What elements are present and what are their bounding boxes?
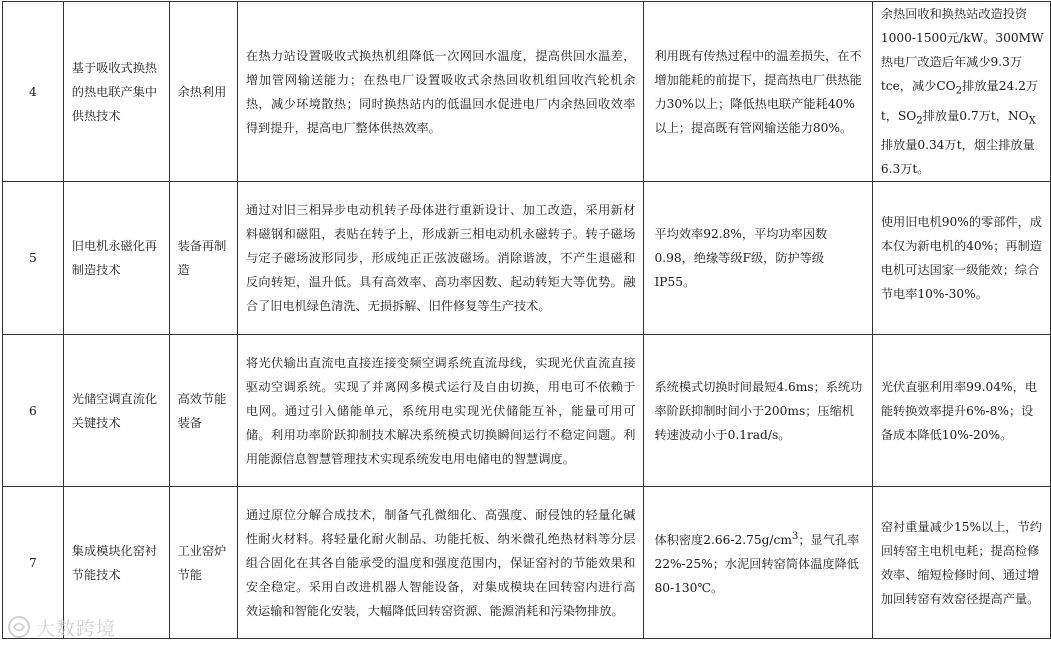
technology-table bbox=[2, 1, 1051, 639]
table-row bbox=[3, 335, 1051, 487]
technology-name: 光储空调直流化关键技术 bbox=[63, 335, 169, 487]
category: 高效节能装备 bbox=[169, 335, 237, 487]
benefits: 光伏直驱利用率99.04%，电能转换效率提升6%-8%；设备成本降低10%-20%。 bbox=[872, 335, 1050, 487]
description: 通过对旧三相异步电动机转子母体进行重新设计、加工改造，采用新材料磁钢和磁阻，表贴在转子上，形成新三相电动机永磁转子。转子磁场与定子磁场波形同步，形成纯正正弦波磁场。消除谐波，不产生退磁和反向转矩，温升低。具有高效率、高功率因数、起动转矩大等优势。融合了旧电机绿色清洗、无损拆解、旧件修复等生产技术。 bbox=[237, 182, 644, 335]
description: 通过原位分解合成技术，制备气孔微细化、高强度、耐侵蚀的轻量化碱性耐火材料。将轻量化耐火制品、功能托板、纳米微孔绝热材料等分层组合固化在其各自能承受的温度和强度范围内，保证窑衬的节能效果和安全稳定。采用自改进机器人智能设备，对集成模块在回转窑内进行高效运输和智能化安装，大幅降低回转窑资源、能源消耗和污染物排放。 bbox=[237, 487, 644, 639]
technology-name: 旧电机永磁化再制造技术 bbox=[63, 182, 169, 335]
row-number: 4 bbox=[3, 2, 64, 182]
category: 余热利用 bbox=[169, 2, 237, 182]
description: 在热力站设置吸收式换热机组降低一次网回水温度，提高供回水温差，增加管网输送能力；在热电厂设置吸收式余热回收机组回收汽轮机余热，减少环境散热；同时换热站内的低温回水促进电厂内余热回收效率得到提升，提高电厂整体供热效率。 bbox=[237, 2, 644, 182]
table-row bbox=[3, 2, 1051, 182]
row-number: 5 bbox=[3, 182, 64, 335]
category: 装备再制造 bbox=[169, 182, 237, 335]
row-number: 7 bbox=[3, 487, 64, 639]
technical-indicators: 体积密度$2.66-2.75g/cm^3$；显气孔率22%-25%；水泥回转窑筒体温度降低80-130℃。 bbox=[644, 487, 872, 639]
description: 将光伏输出直流电直接连接变频空调系统直流母线，实现光伏直流直接驱动空调系统。实现了并离网多模式运行及自由切换，用电可不依赖于电网。通过引入储能单元，系统用电实现光伏储能互补，能量可用可储。利用功率阶跃抑制技术解决系统模式切换瞬间运行不稳定问题。利用能源信息智慧管理技术实现系统发电用电储电的智慧调度。 bbox=[237, 335, 644, 487]
benefits: 余热回收和换热站改造投资1000-1500元/kW。300MW热电厂改造后年减少9.3万tce，减少$CO_2$排放量24.2万t，$SO_2$排放量0.7万t，$NO_X$排放量0.34万t，烟尘排放量6.3万t。 bbox=[872, 2, 1050, 182]
technology-name: 集成模块化窑衬节能技术 bbox=[63, 487, 169, 639]
technical-indicators: 利用既有传热过程中的温差损失，在不增加能耗的前提下，提高热电厂供热能力30%以上；降低热电联产能耗40%以上；提高既有管网输送能力80%。 bbox=[644, 2, 872, 182]
technical-indicators: 平均效率92.8%，平均功率因数0.98，绝缘等级F级，防护等级IP55。 bbox=[644, 182, 872, 335]
brand-logo-icon bbox=[6, 614, 32, 640]
watermark bbox=[6, 612, 146, 642]
technology-name: 基于吸收式换热的热电联产集中供热技术 bbox=[63, 2, 169, 182]
benefits: 窑衬重量减少15%以上，节约回转窑主电机电耗；提高检修效率、缩短检修时间、通过增加回转窑有效窑径提高产量。 bbox=[872, 487, 1050, 639]
row-number: 6 bbox=[3, 335, 64, 487]
table-row bbox=[3, 182, 1051, 335]
benefits: 使用旧电机90%的零部件，成本仅为新电机的40%；再制造电机可达国家一级能效；综合节电率10%-30%。 bbox=[872, 182, 1050, 335]
watermark-text: 大数跨境 bbox=[36, 617, 117, 640]
technical-indicators: 系统模式切换时间最短4.6ms；系统功率阶跃抑制时间小于200ms；压缩机转速波动小于0.1rad/s。 bbox=[644, 335, 872, 487]
table-row bbox=[3, 487, 1051, 639]
category: 工业窑炉节能 bbox=[169, 487, 237, 639]
